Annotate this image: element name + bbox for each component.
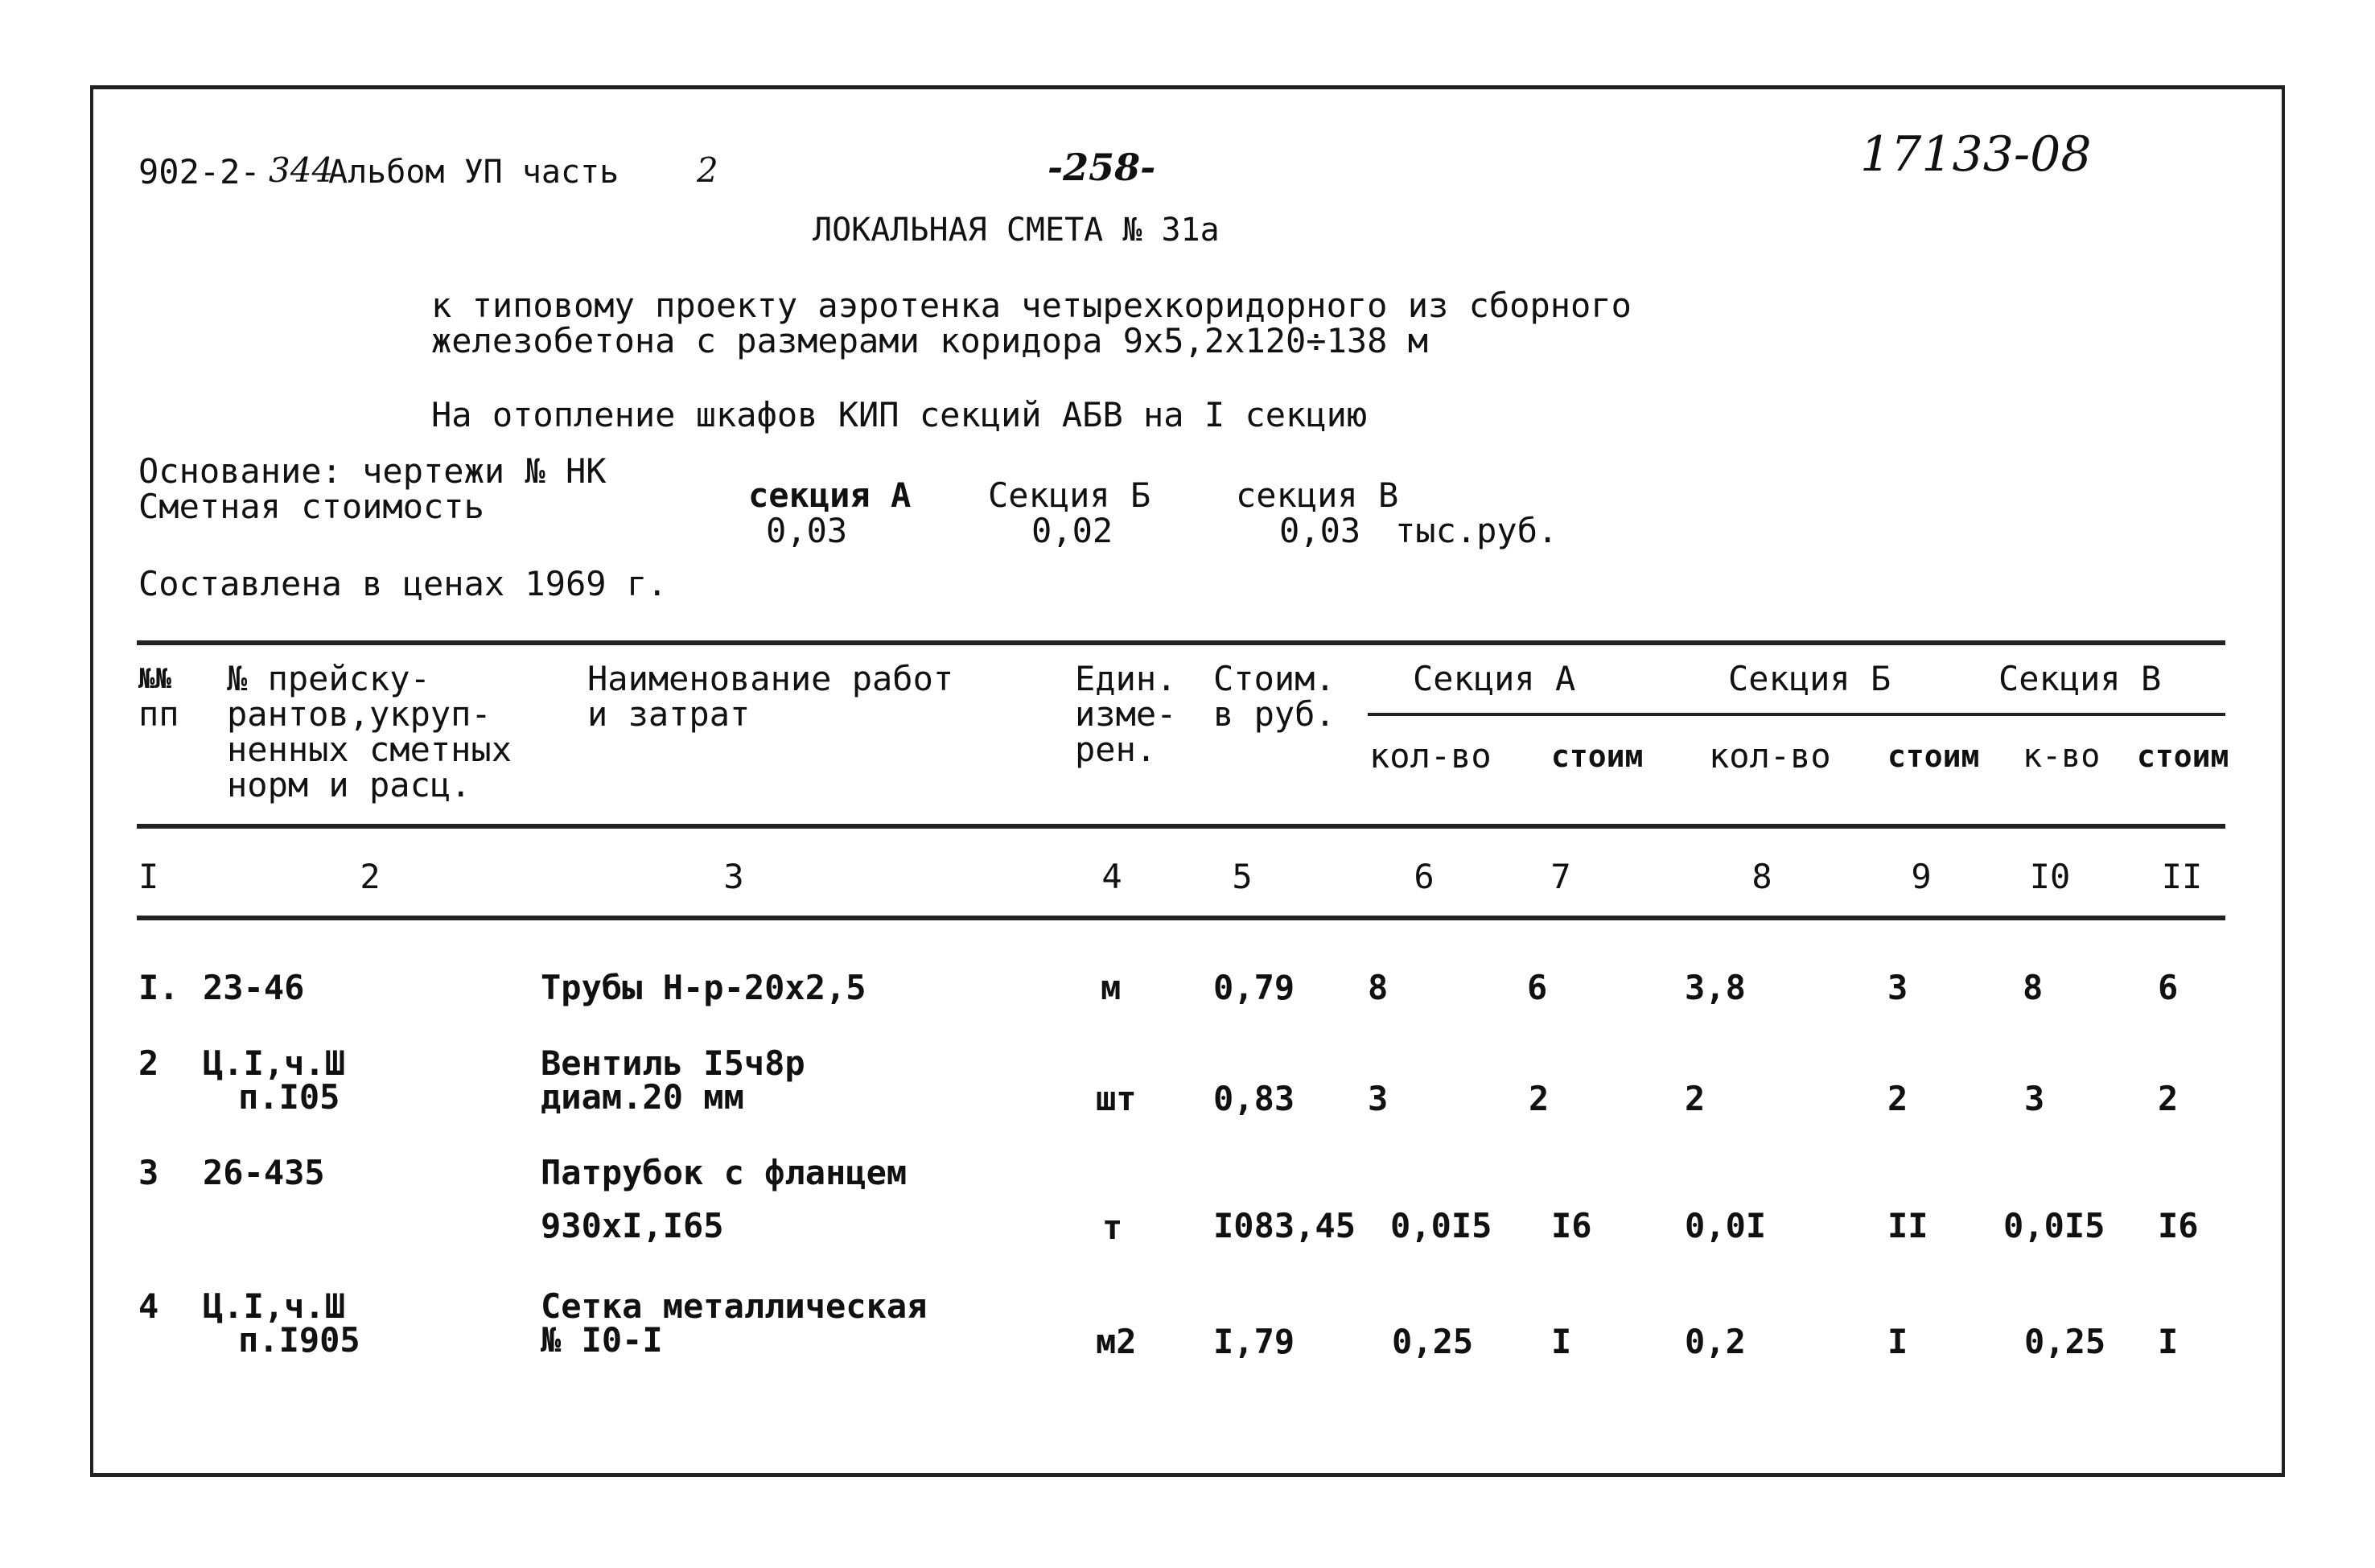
header-col1-line2: пп <box>138 694 179 734</box>
row-section-v-cost: I6 <box>2158 1206 2199 1245</box>
row-price: I083,45 <box>1213 1206 1356 1245</box>
section-a-cost: 0,03 <box>766 511 848 550</box>
row-name-line1: Патрубок с фланцем <box>541 1153 908 1192</box>
row-section-a-qty: 8 <box>1368 968 1389 1007</box>
header-col5-line2: в руб. <box>1213 694 1336 734</box>
column-number: 3 <box>723 857 744 896</box>
header-col4-line3: рен. <box>1075 730 1157 769</box>
row-name-line2: диам.20 мм <box>541 1077 744 1117</box>
row-unit: шт <box>1096 1079 1137 1118</box>
row-unit: м2 <box>1096 1322 1137 1361</box>
row-unit: м <box>1101 968 1122 1007</box>
row-price: 0,83 <box>1213 1079 1295 1118</box>
section-v-cost: 0,03 <box>1279 511 1361 550</box>
row-section-b-qty: 2 <box>1685 1079 1706 1118</box>
column-number: 9 <box>1911 857 1932 896</box>
header-section-a-qty: кол-во <box>1369 736 1492 776</box>
row-name-line2: 930хI,I65 <box>541 1206 724 1245</box>
row-section-a-cost: I6 <box>1551 1206 1592 1245</box>
row-section-b-qty: 0,2 <box>1685 1322 1746 1361</box>
row-section-b-cost: 3 <box>1887 968 1908 1007</box>
column-number: 8 <box>1751 857 1772 896</box>
estimated-cost-label: Сметная стоимость <box>138 487 484 526</box>
header-section-b-cost: стоим <box>1887 739 1980 774</box>
row-section-v-qty: 0,25 <box>2024 1322 2106 1361</box>
row-section-b-qty: 3,8 <box>1685 968 1746 1007</box>
header-col2-line1: № прейску- <box>227 659 430 698</box>
section-a-label: секция А <box>748 475 912 515</box>
section-b-cost: 0,02 <box>1031 511 1113 550</box>
column-number: I <box>138 857 159 896</box>
header-bottom-rule <box>137 824 2225 829</box>
row-section-v-qty: 8 <box>2023 968 2044 1007</box>
row-price: 0,79 <box>1213 968 1295 1007</box>
row-section-v-cost: 2 <box>2158 1079 2179 1118</box>
row-section-a-qty: 3 <box>1368 1079 1389 1118</box>
subtitle-line-2: железобетона с размерами коридора 9х5,2х120÷138 м <box>431 321 1429 360</box>
header-col5-line1: Стоим. <box>1213 659 1336 698</box>
row-name-line1: Сетка металлическая <box>541 1286 928 1326</box>
row-code-line2: п.I05 <box>238 1077 340 1117</box>
header-col2-line2: рантов,укруп- <box>227 694 492 734</box>
header-col2-line4: норм и расц. <box>227 765 471 805</box>
row-code-line1: Ц.I,ч.Ш <box>203 1286 346 1326</box>
row-section-a-cost: I <box>1551 1322 1572 1361</box>
album-code: 902-2- <box>138 152 261 191</box>
row-section-b-cost: II <box>1887 1206 1928 1245</box>
column-number: II <box>2161 857 2203 896</box>
header-section-v-qty: к-во <box>2023 738 2101 775</box>
album-title: Альбом УП часть <box>328 154 619 191</box>
header-col4-line1: Един. <box>1075 659 1177 698</box>
row-number: I. <box>138 968 179 1007</box>
row-section-a-qty: 0,0I5 <box>1390 1206 1492 1245</box>
row-code: 26-435 <box>203 1153 325 1192</box>
document-code: 17133-08 <box>1860 126 2092 183</box>
column-number: 5 <box>1232 857 1253 896</box>
header-section-a: Секция А <box>1413 659 1576 698</box>
subtitle-line-1: к типовому проекту аэротенка четырехкоридорного из сборного <box>431 286 1632 325</box>
header-section-b-qty: кол-во <box>1709 736 1831 776</box>
sections-divider-rule <box>1368 713 2225 716</box>
row-number: 3 <box>138 1153 159 1192</box>
row-unit: т <box>1102 1208 1123 1247</box>
row-section-v-qty: 3 <box>2024 1079 2045 1118</box>
row-section-v-cost: 6 <box>2158 968 2179 1007</box>
document-title: ЛОКАЛЬНАЯ СМЕТА № 31а <box>813 212 1220 249</box>
purpose: На отопление шкафов КИП секций АБВ на I секцию <box>431 395 1368 434</box>
prices-note: Составлена в ценах 1969 г. <box>138 564 668 603</box>
album-part: 2 <box>697 150 718 190</box>
header-section-v: Секция В <box>1998 659 2162 698</box>
basis: Основание: чертежи № НК <box>138 451 607 491</box>
row-code-line1: Ц.I,ч.Ш <box>203 1043 346 1083</box>
column-numbers-rule <box>137 916 2225 920</box>
header-col3-line2: и затрат <box>587 694 751 734</box>
row-section-v-qty: 0,0I5 <box>2003 1206 2105 1245</box>
row-number: 2 <box>138 1043 159 1083</box>
row-section-b-cost: I <box>1887 1322 1908 1361</box>
row-code-line2: п.I905 <box>238 1320 360 1360</box>
column-number: 6 <box>1414 857 1434 896</box>
table-top-rule <box>137 640 2225 645</box>
column-number: I0 <box>2029 857 2071 896</box>
row-name-line2: № I0-I <box>541 1320 663 1360</box>
album-code-handwritten: 344 <box>269 150 334 190</box>
header-section-b: Секция Б <box>1728 659 1891 698</box>
header-col2-line3: ненных сметных <box>227 730 512 769</box>
row-section-a-cost: 6 <box>1527 968 1548 1007</box>
row-name: Трубы Н-р-20х2,5 <box>541 968 866 1007</box>
cost-unit: тыс.руб. <box>1395 511 1558 550</box>
header-col3-line1: Наименование работ <box>587 659 954 698</box>
row-code: 23-46 <box>203 968 305 1007</box>
row-number: 4 <box>138 1286 159 1326</box>
page-number: -258- <box>1048 146 1156 189</box>
header-section-a-cost: стоим <box>1551 739 1644 774</box>
row-section-a-cost: 2 <box>1529 1079 1550 1118</box>
row-section-b-cost: 2 <box>1887 1079 1908 1118</box>
column-number: 4 <box>1101 857 1122 896</box>
header-col4-line2: изме- <box>1075 694 1177 734</box>
section-v-label: секция В <box>1236 475 1399 515</box>
header-col1-line1: №№ <box>138 663 171 695</box>
row-price: I,79 <box>1213 1322 1295 1361</box>
row-section-v-cost: I <box>2158 1322 2179 1361</box>
column-number: 7 <box>1550 857 1571 896</box>
row-section-a-qty: 0,25 <box>1392 1322 1474 1361</box>
section-b-label: Секция Б <box>988 475 1151 515</box>
header-section-v-cost: стоим <box>2137 739 2229 774</box>
row-name-line1: Вентиль I5ч8р <box>541 1043 805 1083</box>
row-section-b-qty: 0,0I <box>1685 1206 1767 1245</box>
column-number: 2 <box>360 857 381 896</box>
